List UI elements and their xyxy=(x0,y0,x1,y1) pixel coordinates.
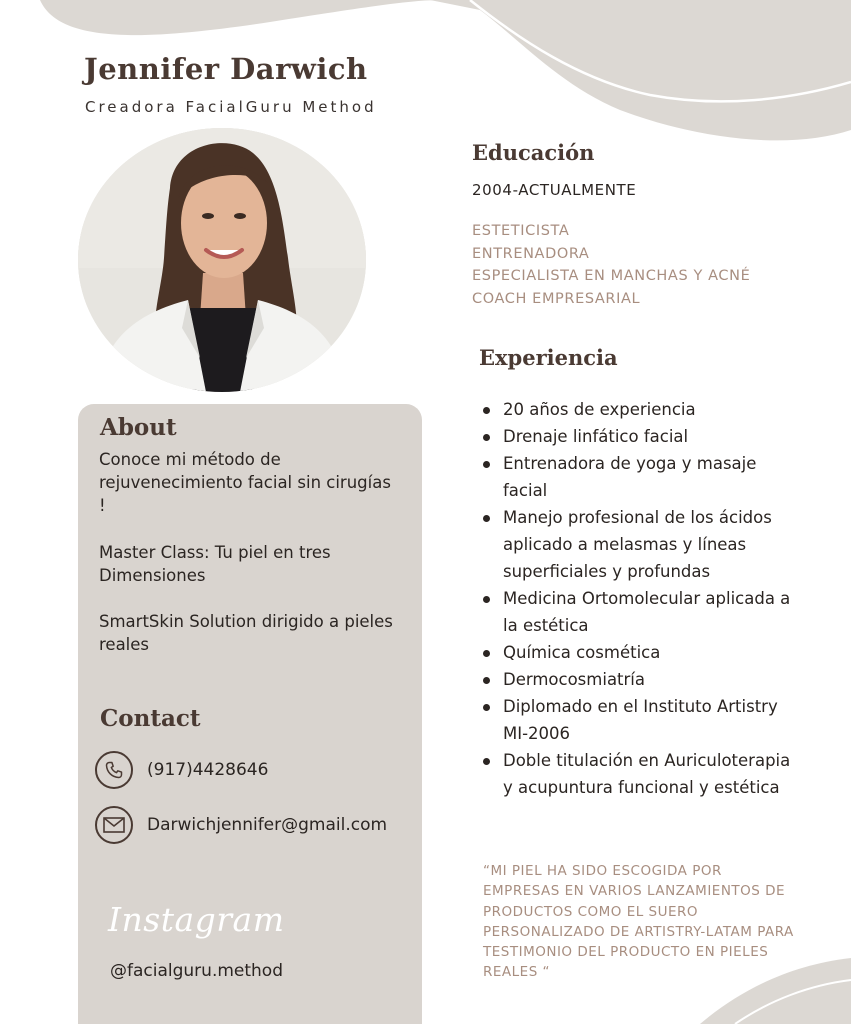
about-paragraph: SmartSkin Solution dirigido a pieles reales xyxy=(99,612,393,654)
phone-number[interactable]: (917)4428646 xyxy=(147,760,269,780)
experience-item: Manejo profesional de los ácidos aplicado a melasmas y líneas superficiales y profundas xyxy=(483,504,793,585)
email-address[interactable]: Darwichjennifer@gmail.com xyxy=(147,815,388,835)
person-name: Jennifer Darwich xyxy=(84,52,368,86)
about-heading: About xyxy=(100,414,177,441)
experience-item: Entrenadora de yoga y masaje facial xyxy=(483,450,793,504)
experience-item: 20 años de experiencia xyxy=(483,396,793,423)
experience-heading: Experiencia xyxy=(479,345,618,370)
experience-list xyxy=(483,396,793,801)
about-paragraph: Master Class: Tu piel en tres Dimensiones xyxy=(99,543,331,585)
experience-item: Diplomado en el Instituto Artistry MI-2006 xyxy=(483,693,793,747)
mail-icon xyxy=(95,806,133,844)
testimonial-quote: “MI PIEL HA SIDO ESCOGIDA POR EMPRESAS EN VARIOS LANZAMIENTOS DE PRODUCTOS COMO EL SUERO PERSONALIZADO DE ARTISTRY-LATAM PARA TESTIMONIO DEL PRODUCTO EN PIELES REALES “ xyxy=(483,863,794,981)
experience-item: Química cosmética xyxy=(483,639,793,666)
about-paragraph: Conoce mi método de rejuvenecimiento facial sin cirugías ! xyxy=(99,450,391,515)
experience-item: Medicina Ortomolecular aplicada a la estética xyxy=(483,585,793,639)
education-item: COACH EMPRESARIAL xyxy=(472,290,641,307)
job-subtitle: Creadora FacialGuru Method xyxy=(85,98,377,116)
experience-item: Doble titulación en Auriculoterapia y acupuntura funcional y estética xyxy=(483,747,793,801)
experience-item: Dermocosmiatría xyxy=(483,666,793,693)
instagram-handle[interactable]: @facialguru.method xyxy=(110,961,283,981)
profile-photo xyxy=(78,128,366,392)
contact-email-row[interactable] xyxy=(95,805,387,845)
phone-icon xyxy=(95,751,133,789)
education-heading: Educación xyxy=(472,140,595,165)
education-years: 2004-ACTUALMENTE xyxy=(472,181,637,199)
experience-item: Drenaje linfático facial xyxy=(483,423,793,450)
education-list xyxy=(472,220,750,310)
contact-heading: Contact xyxy=(100,705,201,732)
education-item: ESTETICISTA xyxy=(472,223,570,239)
contact-phone-row[interactable] xyxy=(95,750,268,790)
education-item: ENTRENADORA xyxy=(472,245,590,262)
instagram-logo: Instagram xyxy=(108,900,285,939)
education-item: ESPECIALISTA EN MANCHAS Y ACNÉ xyxy=(472,268,751,284)
